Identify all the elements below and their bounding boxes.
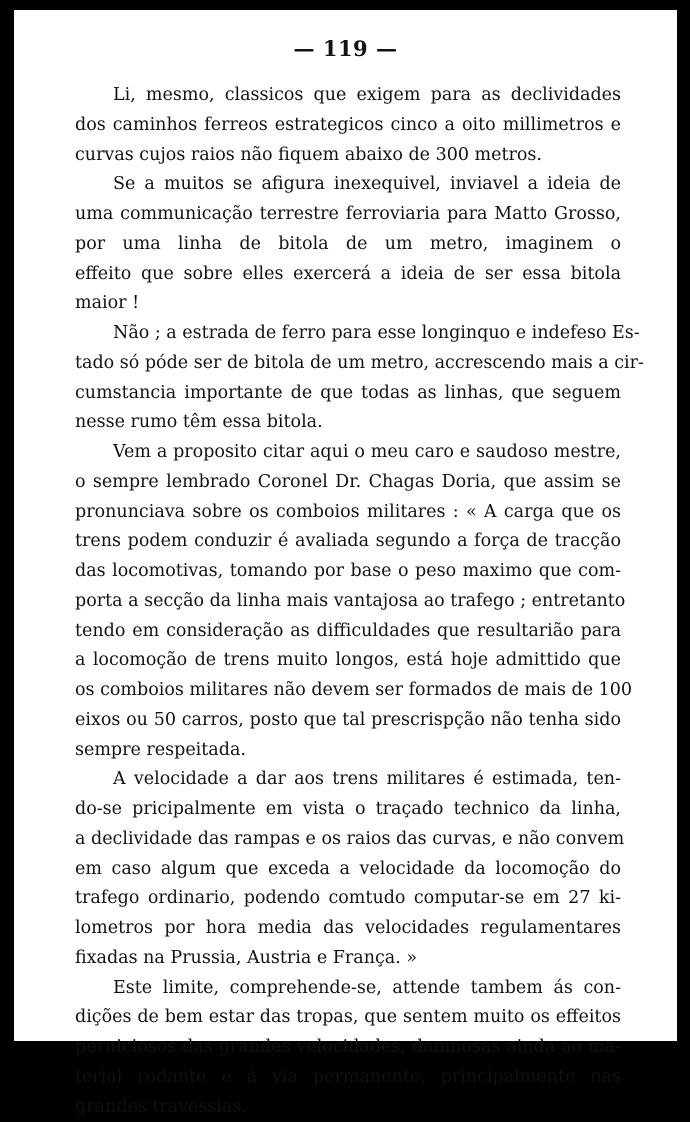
- paragraph: [75, 974, 621, 1122]
- paragraph: [75, 765, 621, 973]
- text-line: os comboios militares não devem ser formados de mais de 100: [75, 676, 621, 706]
- text-line: Não ; a estrada de ferro para esse longinquo e indefeso Es-: [75, 319, 621, 349]
- paragraph: [75, 170, 621, 319]
- page-number: — 119 —: [14, 36, 677, 61]
- text-line: dos caminhos ferreos estrategicos cinco a oito millimetros e: [75, 111, 621, 141]
- text-line: uma communicação terrestre ferroviaria para Matto Grosso,: [75, 200, 621, 230]
- text-line: o sempre lembrado Coronel Dr. Chagas Doria, que assim se: [75, 468, 621, 498]
- text-line: a locomoção de trens muito longos, está hoje admittido que: [75, 646, 621, 676]
- text-line: porta a secção da linha mais vantajosa ao trafego ; entretanto: [75, 587, 621, 617]
- text-line: A velocidade a dar aos trens militares é estimada, ten-: [75, 765, 621, 795]
- text-line: dições de bem estar das tropas, que sentem muito os effeitos: [75, 1003, 621, 1033]
- text-line: a declividade das rampas e os raios das curvas, e não convem: [75, 825, 621, 855]
- text-line: eixos ou 50 carros, posto que tal prescrispção não tenha sido: [75, 706, 621, 736]
- text-line: em caso algum que exceda a velocidade da locomoção do: [75, 855, 621, 885]
- paragraph: [75, 438, 621, 765]
- text-line: cumstancia importante de que todas as linhas, que seguem: [75, 379, 621, 409]
- text-line: perniciosos das grandes velocidades, damnosas ainda ao ma-: [75, 1033, 621, 1063]
- text-line: trafego ordinario, podendo comtudo computar-se em 27 ki-: [75, 884, 621, 914]
- text-line: tendo em consideração as difficuldades que resultarião para: [75, 617, 621, 647]
- text-line: grandes travessias.: [75, 1093, 621, 1122]
- text-line: das locomotivas, tomando por base o peso maximo que com-: [75, 557, 621, 587]
- text-line: sempre respeitada.: [75, 736, 621, 766]
- paragraph: [75, 319, 621, 438]
- text-line: nesse rumo têm essa bitola.: [75, 408, 621, 438]
- text-line: trens podem conduzir é avaliada segundo a força de tracção: [75, 527, 621, 557]
- text-line: maior !: [75, 289, 621, 319]
- book-page: [14, 10, 677, 1041]
- text-line: Se a muitos se afigura inexequivel, inviavel a ideia de: [75, 170, 621, 200]
- text-line: Vem a proposito citar aqui o meu caro e saudoso mestre,: [75, 438, 621, 468]
- text-line: por uma linha de bitola de um metro, imaginem o: [75, 230, 621, 260]
- text-line: fixadas na Prussia, Austria e França. »: [75, 944, 621, 974]
- paragraph: [75, 81, 621, 170]
- text-line: terial rodante e á via permanente, principalmente nas: [75, 1063, 621, 1093]
- text-line: Este limite, comprehende-se, attende tambem ás con-: [75, 974, 621, 1004]
- text-line: curvas cujos raios não fiquem abaixo de 300 metros.: [75, 141, 621, 171]
- text-line: do-se pricipalmente em vista o traçado technico da linha,: [75, 795, 621, 825]
- text-line: tado só póde ser de bitola de um metro, accrescendo mais a cir-: [75, 349, 621, 379]
- text-line: Li, mesmo, classicos que exigem para as declividades: [75, 81, 621, 111]
- text-line: pronunciava sobre os comboios militares : « A carga que os: [75, 498, 621, 528]
- text-line: lometros por hora media das velocidades regulamentares: [75, 914, 621, 944]
- text-line: effeito que sobre elles exercerá a ideia de ser essa bitola: [75, 260, 621, 290]
- body-text: [75, 81, 621, 1122]
